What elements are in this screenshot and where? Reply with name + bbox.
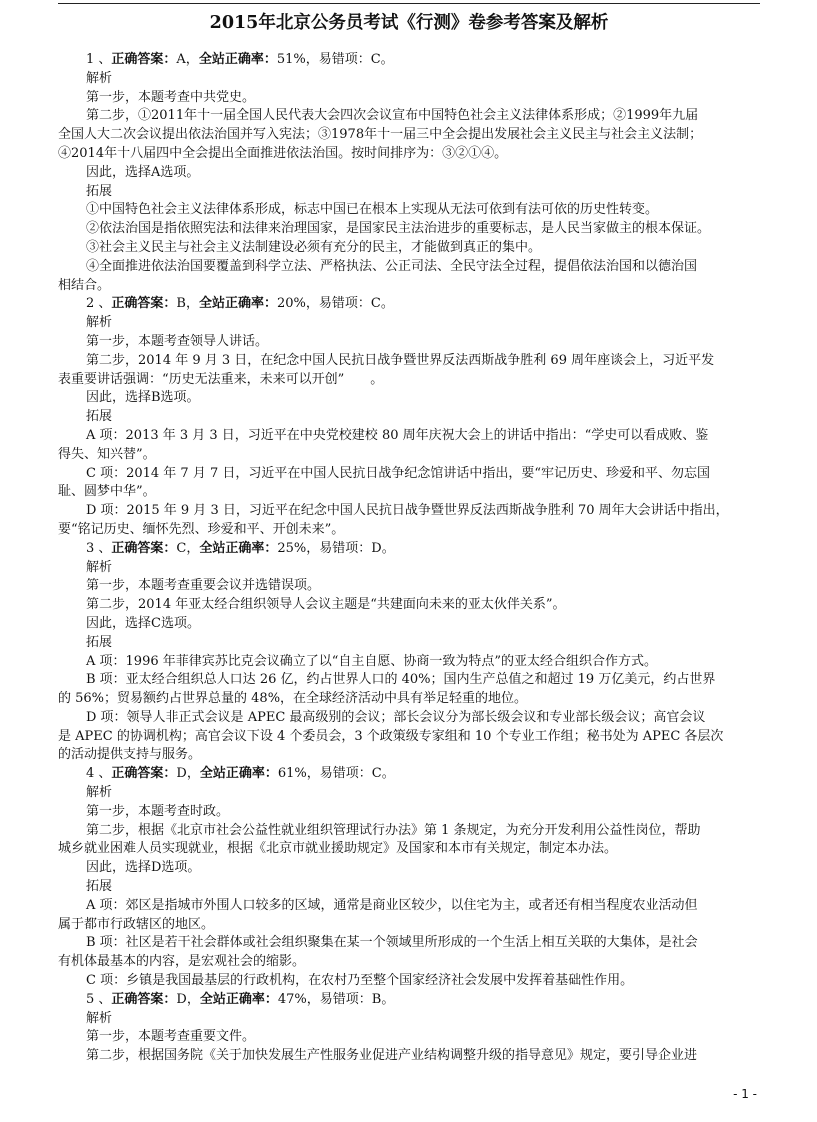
continuation-line: 城乡就业困难人员实现就业，根据《北京市就业援助规定》及国家和本市有关规定，制定本办法。 [58,841,618,857]
paragraph-line: 第二步，2014 年 9 月 3 日，在纪念中国人民抗日战争暨世界反法西斯战争胜利 69 周年座谈会上，习近平发 [86,352,715,368]
header-ans: D， [176,766,200,782]
paragraph-line: C 项：乡镇是我国最基层的行政机构，在农村乃至整个国家经济社会发展中发挥着基础性作用。 [86,973,634,989]
question-header [58,540,760,559]
header-num: 3 、 [86,540,112,556]
paragraph-line: 第二步，①2011年十一届全国人民代表大会四次会议宣布中国特色社会主义法律体系形成；②1999年九届 [86,108,699,124]
paragraph-line: 第二步，2014 年亚太经合组织领导人会议主题是“共建面向未来的亚太伙伴关系”。 [86,597,566,613]
header-lab2: 全站正确率： [199,540,278,556]
header-rate: 47%，易错项：B。 [277,991,395,1007]
header-lab2: 全站正确率： [199,766,278,782]
header-lab2: 全站正确率： [198,52,277,67]
paragraph-line: 因此，选择D选项。 [86,860,201,876]
paragraph-line: 第一步，本题考查重要文件。 [86,1029,256,1045]
paragraph-line: 因此，选择A选项。 [86,164,200,180]
continuation-line: 全国人大二次会议提出依法治国并写入宪法；③1978年十一届三中全会提出发展社会主义民主与社会主义法制； [58,127,703,143]
continuation-line: 是 APEC 的协调机构；高官会议下设 4 个委员会，3 个政策级专家组和 10 个专业工作组；秘书处为 APEC 各层次 [58,728,724,744]
header-ans: D， [176,991,200,1007]
continuation-line: 属于都市行政辖区的地区。 [58,916,215,932]
header-ans: A， [176,52,199,67]
paragraph-line: A 项：1996 年菲律宾苏比克会议确立了以“自主自愿、协商一致为特点”的亚太经合组织合作方式。 [86,653,658,669]
paragraph-line: 第一步，本题考查领导人讲话。 [86,333,269,349]
continuation-line: 的活动提供支持与服务。 [58,747,202,763]
question-header [58,295,760,314]
continuation-line: 耻、圆梦中华”。 [58,484,156,500]
header-lab2: 全站正确率： [198,296,277,312]
header-num: 1 、 [86,52,112,67]
header-lab1: 正确答案： [111,766,177,782]
paragraph-line: 解析 [86,70,113,86]
continuation-line: 有机体最基本的内容，是宏观社会的缩影。 [58,954,306,970]
paragraph-line: 拓展 [86,183,113,199]
answer-content [58,51,760,1066]
paragraph-line: 拓展 [86,634,113,650]
paragraph-line: 第二步，根据国务院《关于加快发展生产性服务业促进产业结构调整升级的指导意见》规定，要引导企业进 [86,1048,698,1064]
paragraph-line: B 项：亚太经合组织总人口达 26 亿，约占世界人口的 40%；国内生产总值之和超过 19 万亿美元，约占世界 [86,672,716,688]
paragraph-line: B 项：社区是若干社会群体或社会组织聚集在某一个领域里所形成的一个生活上相互关联的大集体，是社会 [86,935,698,951]
paragraph-line: 解析 [86,1010,113,1026]
header-ans: C， [176,540,200,556]
continuation-line: 表重要讲话强调：“历史无法重来，未来可以开创” 。 [58,371,384,387]
paragraph-line: 因此，选择C选项。 [86,615,200,631]
continuation-line: ④2014年十八届四中全会提出全面推进依法治国。按时间排序为：③②①④。 [58,145,508,161]
paragraph-line: C 项：2014 年 7 月 7 日，习近平在中国人民抗日战争纪念馆讲话中指出，要“牢记历史、珍爱和平、勿忘国 [86,465,711,481]
header-ans: B， [176,296,199,312]
paragraph-line: A 项：2013 年 3 月 3 日，习近平在中央党校建校 80 周年庆祝大会上的讲话中指出：“学史可以看成败、鉴 [86,427,709,443]
paragraph-line: ②依法治国是指依照宪法和法律来治理国家，是国家民主法治进步的重要标志，是人民当家做主的根本保证。 [86,221,711,237]
header-rate: 20%，易错项：C。 [277,296,394,312]
header-lab1: 正确答案： [111,991,177,1007]
page-number: - 1 - [733,1087,757,1101]
header-lab1: 正确答案： [111,540,177,556]
continuation-line: 要“铭记历史、缅怀先烈、珍爱和平、开创未来”。 [58,521,345,537]
paragraph-line: A 项：郊区是指城市外围人口较多的区域，通常是商业区较少，以住宅为主，或者还有相当程度农业活动但 [86,897,698,913]
paragraph-line: ④全面推进依法治国要覆盖到科学立法、严格执法、公正司法、全民守法全过程，提倡依法治国和以德治国 [86,258,698,274]
header-lab2: 全站正确率： [199,991,278,1007]
header-lab1: 正确答案： [111,52,177,67]
paragraph-line: 第二步，根据《北京市社会公益性就业组织管理试行办法》第 1 条规定，为充分开发利用公益性岗位，帮助 [86,822,701,838]
continuation-line: 相结合。 [58,277,111,293]
paragraph-line: 因此，选择B选项。 [86,390,200,406]
paragraph-line: 解析 [86,785,113,801]
header-rate: 25%，易错项：D。 [277,540,395,556]
header-rate: 51%，易错项：C。 [276,52,394,67]
page-title: 2015年北京公务员考试《行测》卷参考答案及解析 [209,13,609,33]
paragraph-line: 第一步，本题考查时政。 [86,803,230,819]
header-lab1: 正确答案： [111,296,177,312]
header-num: 4 、 [86,766,112,782]
paragraph-line: 第一步，本题考查中共党史。 [86,89,256,105]
question-header [58,765,760,784]
paragraph-line: 解析 [86,559,113,575]
paragraph-line: ③社会主义民主与社会主义法制建设必须有充分的民主，才能做到真正的集中。 [86,239,542,255]
paragraph-line: D 项：2015 年 9 月 3 日，习近平在纪念中国人民抗日战争暨世界反法西斯战争胜利 70 周年大会讲话中指出， [86,503,729,519]
continuation-line: 的 56%；贸易额约占世界总量的 48%，在全球经济活动中具有举足轻重的地位。 [58,691,528,707]
paragraph-line: 拓展 [86,409,113,425]
question-header [58,51,760,70]
header-num: 5 、 [86,991,112,1007]
continuation-line: 得失、知兴替”。 [58,446,156,462]
paragraph-line: 拓展 [86,879,113,895]
top-rule [58,3,760,4]
header-num: 2 、 [86,296,112,312]
paragraph-line: D 项：领导人非正式会议是 APEC 最高级别的会议；部长会议分为部长级会议和专业部长级会议；高官会议 [86,709,706,725]
paragraph-line: 第一步，本题考查重要会议并选错误项。 [86,578,321,594]
paragraph-line: ①中国特色社会主义法律体系形成，标志中国已在根本上实现从无法可依到有法可依的历史性转变。 [86,202,659,218]
paragraph-line: 解析 [86,315,113,331]
question-header [58,991,760,1010]
header-rate: 61%，易错项：C。 [277,766,395,782]
